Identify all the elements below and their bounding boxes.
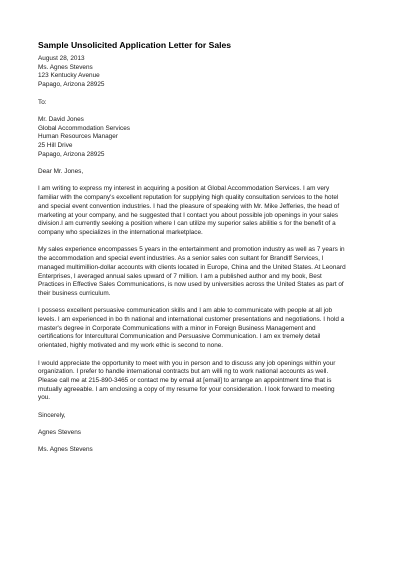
paragraph-line: marketing at your company, and he suggested that I contact you about possible job openings in your sales <box>38 211 339 219</box>
paragraph-4 <box>38 360 368 404</box>
paragraph-line: Please call me at 215-890-3465 or contact me by email at [email] to arrange an appointment time that is <box>38 376 332 384</box>
letter-title: Sample Unsolicited Application Letter for Sales <box>38 40 232 50</box>
to-label-text: To: <box>38 98 47 106</box>
signature-full-name <box>38 446 368 455</box>
paragraph-2 <box>38 246 368 298</box>
paragraph-line: I would appreciate the opportunity to meet with you in person and to discuss any job openings within your <box>38 359 336 367</box>
paragraph-line: division.I am currently seeking a position where I can utilize my superior sales abilitie s for the benefit of a <box>38 220 336 228</box>
paragraph-line: certifications for Intercultural Communication and Persuasive Communication. I am ex tremely detail <box>38 333 321 341</box>
paragraph-line: the accommodation and special event industries. As a senior sales con sultant for Brandiff Services, I <box>38 255 324 263</box>
paragraph-line: mutually agreeable. I am enclosing a copy of my resume for your consideration. I look forward to meeting <box>38 385 335 393</box>
paragraph-line: I possess excellent persuasive communication skills and I am able to communicate with people at all job <box>38 307 333 315</box>
signature <box>38 429 368 438</box>
paragraph-1 <box>38 185 368 237</box>
paragraph-line: you. <box>38 394 51 402</box>
recipient-title: Human Resources Manager <box>38 133 118 141</box>
paragraph-line: orientated, highly motivated and my work ethic is second to none. <box>38 342 224 350</box>
paragraph-3 <box>38 307 368 351</box>
sender-city: Papago, Arizona 28925 <box>38 81 105 89</box>
paragraph-line: their business curriculum. <box>38 289 111 297</box>
paragraph-line: My sales experience encompasses 5 years in the entertainment and promotion industry as well as 7 years in <box>38 246 345 254</box>
signature-text: Agnes Stevens <box>38 429 81 437</box>
letter-date: August 28, 2013 <box>38 55 85 62</box>
paragraph-line: managed multimillion-dollar accounts with clients located in Europe, China and the United States. At Leonard <box>38 263 346 271</box>
paragraph-line: company who specializes in the international marketplace. <box>38 229 203 236</box>
sender-block <box>38 55 368 90</box>
paragraph-line: familiar with the company's excellent reputation for supplying high quality consultation services to the hotel <box>38 194 339 202</box>
recipient-street: 25 Hill Drive <box>38 142 73 149</box>
paragraph-line: Enterprises, I averaged annual sales upward of 7 million. I am a published author and my book, Best <box>38 272 322 280</box>
paragraph-line: organization. I prefer to handle international contracts but am willi ng to work national accounts as well. <box>38 368 329 376</box>
sender-name: Ms. Agnes Stevens <box>38 63 93 71</box>
salutation-text: Dear Mr. Jones, <box>38 168 84 176</box>
recipient-company: Global Accommodation Services <box>38 124 130 132</box>
salutation <box>38 168 368 177</box>
paragraph-line: Practices in Effective Sales Communications, is now used by universities across the United States as part of <box>38 281 344 289</box>
closing <box>38 412 368 421</box>
sender-street: 123 Kentucky Avenue <box>38 72 100 80</box>
paragraph-line: I am writing to express my interest in acquiring a position at Global Accommodation Services. I am very <box>38 185 330 193</box>
paragraph-line: and special event convention industries. I had the pleasure of speaking with Mr. Mike Jefferies, the head of <box>38 202 340 210</box>
closing-text: Sincerely, <box>38 411 66 419</box>
letter-body <box>38 40 368 464</box>
recipient-city: Papago, Arizona 28925 <box>38 150 105 158</box>
to-label <box>38 99 368 108</box>
recipient-block <box>38 116 368 160</box>
paragraph-line: master's degree in Corporate Communications with a minor in Foreign Business Management and <box>38 324 316 332</box>
paragraph-line: levels. I am experienced in bo th national and international customer presentations and negotiations. I hold a <box>38 316 345 323</box>
signature-full-text: Ms. Agnes Stevens <box>38 446 93 454</box>
recipient-name: Mr. David Jones <box>38 115 84 123</box>
